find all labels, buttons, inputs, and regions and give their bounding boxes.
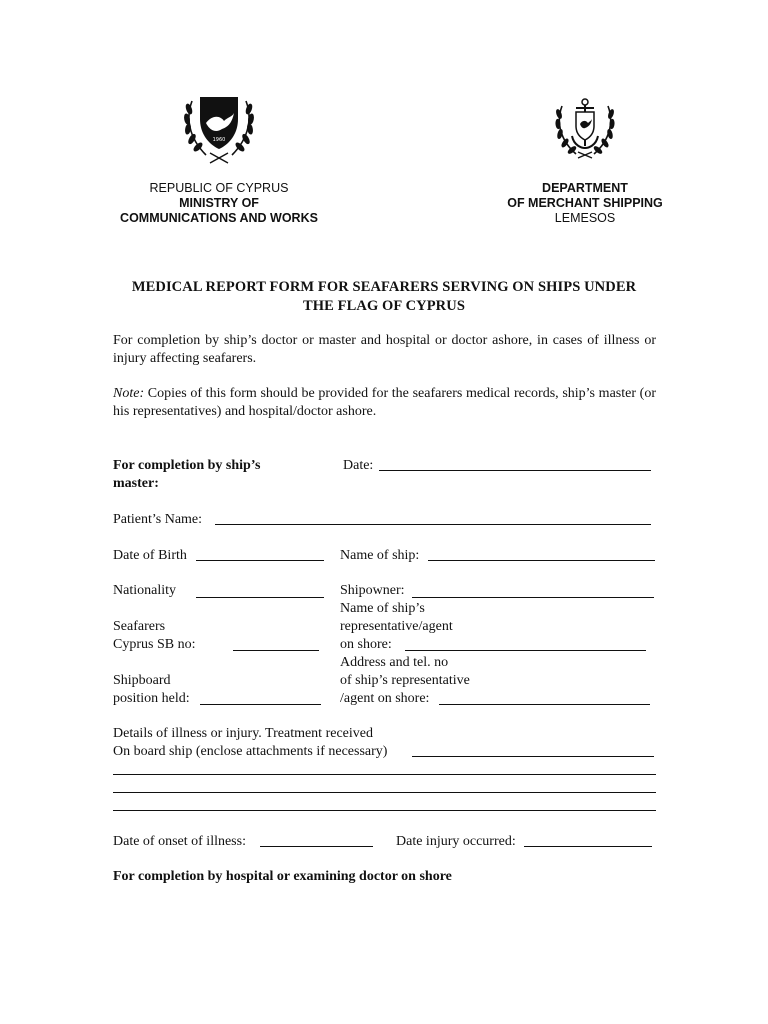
section-master-heading (113, 457, 260, 493)
note-text: Copies of this form should be provided for the seafarers medical records, ship’s master (or his representatives) and hospital/doctor ashore. (113, 386, 656, 419)
nationality-label: Nationality (113, 583, 176, 598)
representative-label (340, 600, 453, 654)
section-doctor-heading: For completion by hospital or examining doctor on shore (113, 869, 452, 884)
shipowner-field[interactable] (412, 597, 654, 598)
merchant-shipping-emblem (552, 96, 618, 162)
position-label (113, 672, 190, 708)
ministry-name-label: COMMUNICATIONS AND WORKS (120, 211, 318, 225)
section-master-heading-line2: master: (113, 476, 159, 491)
details-field-line-3[interactable] (113, 792, 656, 793)
representative-label-line2: representative/agent (340, 619, 453, 634)
ship-name-field[interactable] (428, 560, 655, 561)
details-label-line2: On board ship (enclose attachments if necessary) (113, 744, 388, 759)
injury-date-label: Date injury occurred: (396, 834, 516, 849)
intro-paragraph: For completion by ship’s doctor or master and hospital or doctor ashore, in cases of illness or injury affecting seafarers. (113, 333, 656, 366)
date-field[interactable] (379, 470, 651, 471)
onset-field[interactable] (260, 846, 373, 847)
seafarers-sb-label-line2: Cyprus SB no: (113, 637, 196, 652)
title-line-2: THE FLAG OF CYPRUS (303, 298, 465, 314)
details-label-line1: Details of illness or injury. Treatment received (113, 726, 373, 741)
left-header (100, 181, 338, 226)
position-field[interactable] (200, 704, 321, 705)
representative-field[interactable] (405, 650, 646, 651)
department-label: DEPARTMENT (542, 181, 628, 195)
seafarers-sb-field[interactable] (233, 650, 319, 651)
ship-name-label: Name of ship: (340, 548, 420, 563)
patient-name-field[interactable] (215, 524, 651, 525)
department-name-label: OF MERCHANT SHIPPING (507, 196, 663, 210)
svg-text:1960: 1960 (212, 137, 226, 143)
page-title (104, 278, 664, 316)
injury-date-field[interactable] (524, 846, 652, 847)
details-field-line-2[interactable] (113, 774, 656, 775)
representative-address-label-line1: Address and tel. no (340, 655, 449, 670)
patient-name-label: Patient’s Name: (113, 512, 203, 527)
title-line-1: MEDICAL REPORT FORM FOR SEAFARERS SERVING ON SHIPS UNDER (131, 279, 637, 295)
nationality-field[interactable] (196, 597, 324, 598)
representative-label-line3: on shore: (340, 637, 392, 652)
dob-field[interactable] (196, 560, 324, 561)
details-field-line-1[interactable] (412, 756, 654, 757)
details-label (113, 725, 387, 761)
representative-address-label-line2: of ship’s representative (340, 673, 470, 688)
onset-label: Date of onset of illness: (113, 834, 246, 849)
shipowner-label: Shipowner: (340, 583, 405, 598)
note-paragraph (113, 385, 656, 421)
details-field-line-4[interactable] (113, 810, 656, 811)
position-label-line2: position held: (113, 691, 190, 706)
date-label: Date: (343, 458, 374, 473)
position-label-line1: Shipboard (113, 673, 171, 688)
representative-label-line1: Name of ship’s (340, 601, 425, 616)
seafarers-sb-label (113, 618, 195, 654)
ministry-label: MINISTRY OF (179, 196, 259, 210)
section-master-heading-line1: For completion by ship’s (113, 458, 261, 473)
seafarers-sb-label-line1: Seafarers (113, 619, 166, 634)
republic-label: REPUBLIC OF CYPRUS (149, 181, 289, 195)
right-header (488, 181, 682, 226)
representative-address-field[interactable] (439, 704, 650, 705)
representative-address-label (340, 654, 470, 708)
representative-address-label-line3: /agent on shore: (340, 691, 430, 706)
location-label: LEMESOS (554, 211, 616, 225)
republic-of-cyprus-emblem (180, 93, 258, 165)
note-label: Note: (113, 386, 145, 401)
dob-label: Date of Birth (113, 548, 187, 563)
